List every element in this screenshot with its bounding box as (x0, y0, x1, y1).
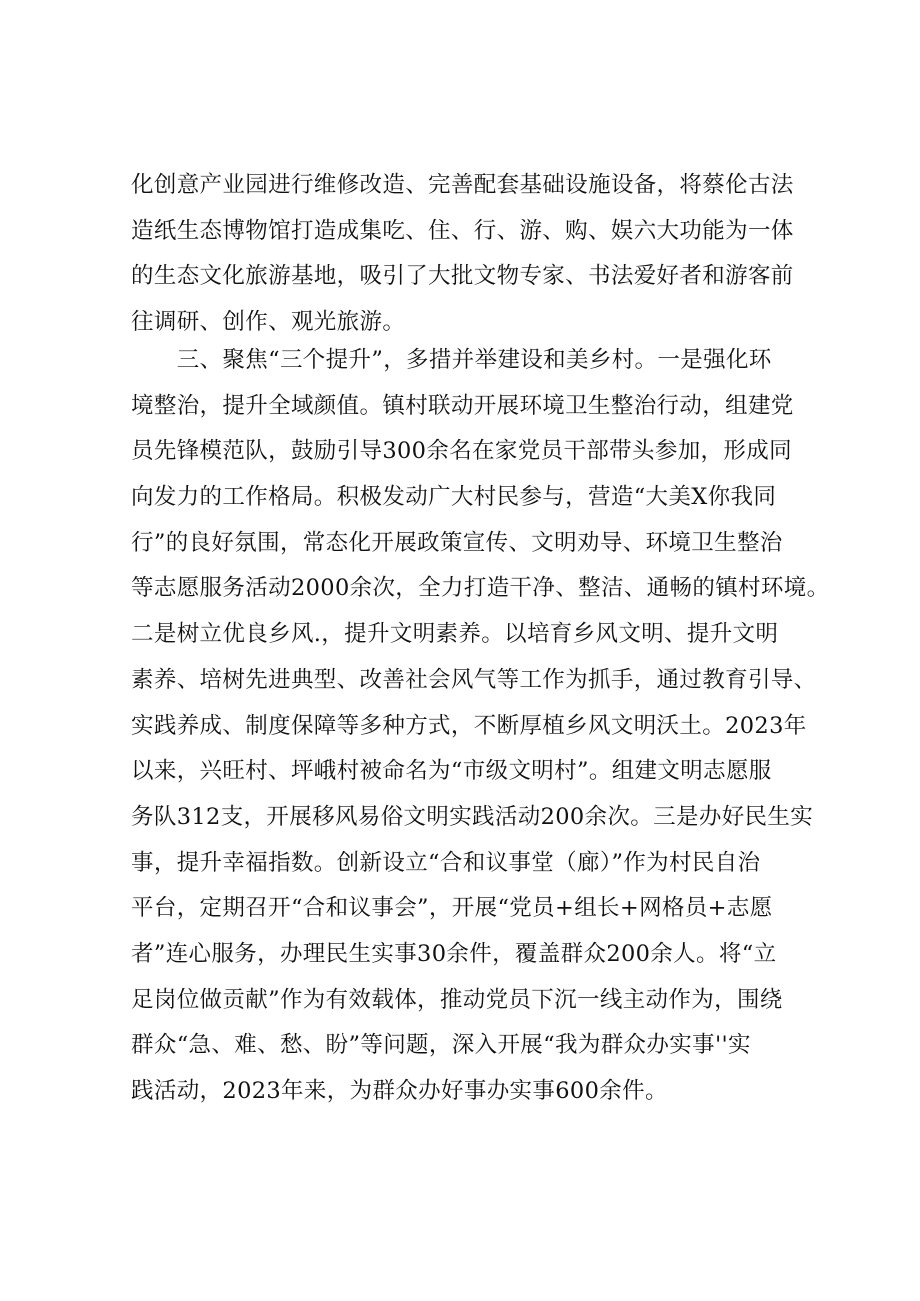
text-line: 向发力的工作格局。积极发动广大村民参与，营造“大美X你我同 (131, 484, 777, 511)
text-line: 二是树立优良乡风.，提升文明素养。以培育乡风文明、提升文明 (131, 621, 779, 648)
text-line: 素养、培树先进典型、改善社会风气等工作为抓手，通过教育引导、 (131, 666, 817, 693)
text-line: 务队312支，开展移风易俗文明实践活动200余次。三是办好民生实 (131, 803, 814, 830)
text-line: 事，提升幸福指数。创新设立“合和议事堂（廊）”作为村民自治 (131, 849, 761, 876)
paragraph-heritage-tourism (131, 163, 795, 346)
text-line: 实践养成、制度保障等多种方式，不断厚植乡风文明沃土。2023年 (131, 712, 807, 739)
text-line: 平台，定期召开“合和议事会”，开展“党员+组长+网格员+志愿 (131, 895, 773, 922)
text-line: 等志愿服务活动2000余次，全力打造干净、整洁、通畅的镇村环境。 (131, 575, 830, 602)
text-line: 足岗位做贡献”作为有效载体，推动党员下沉一线主动作为，围绕 (131, 986, 783, 1013)
text-line: 境整治，提升全域颜值。镇村联动开展环境卫生整治行动，组建党 (131, 392, 794, 419)
text-line: 的生态文化旅游基地，吸引了大批文物专家、书法爱好者和游客前 (131, 263, 794, 290)
text-line: 行”的良好氛围，常态化开展政策宣传、文明劝导、环境卫生整治 (131, 529, 783, 556)
paragraph-three-improvements (131, 338, 830, 1115)
text-line: 造纸生态博物馆打造成集吃、住、行、游、购、娱六大功能为一体 (131, 217, 794, 244)
text-line: 者”连心服务，办理民生实事30余件，覆盖群众200余人。将“立 (131, 940, 777, 967)
section-heading-line: 三、聚焦“三个提升”，多措并举建设和美乡村。一是强化环 (131, 347, 772, 373)
text-line: 群众“急、难、愁、盼”等问题，深入开展“我为群众办实事''实 (131, 1032, 751, 1059)
text-line: 员先锋模范队，鼓励引导300余名在家党员干部带头参加，形成同 (131, 438, 792, 465)
text-line: 往调研、创作、观光旅游。 (131, 309, 406, 336)
text-line: 践活动，2023年来，为群众办好事办实事600余件。 (131, 1078, 668, 1104)
text-line: 化创意产业园进行维修改造、完善配套基础设施设备，将蔡伦古法 (131, 172, 794, 198)
text-line: 以来，兴旺村、坪峨村被命名为“市级文明村”。组建文明志愿服 (131, 758, 772, 785)
